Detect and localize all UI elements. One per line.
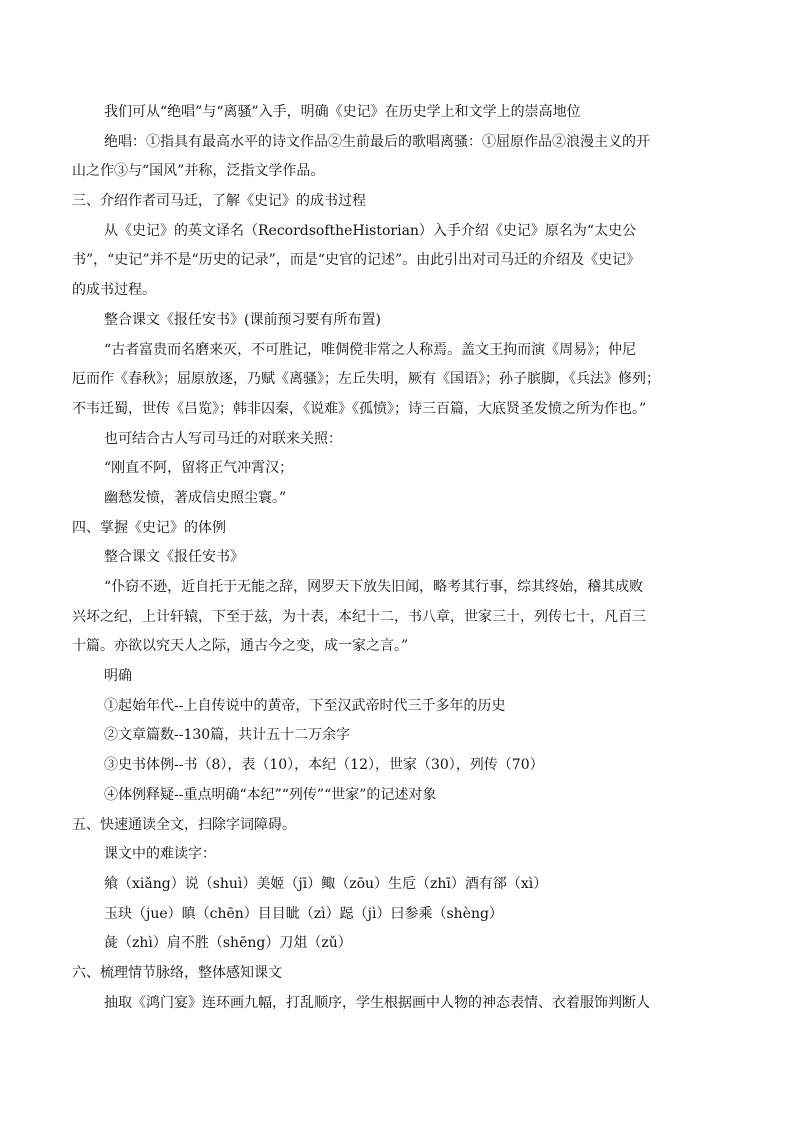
quote-line: 十篇。亦欲以究天人之际，通古今之变，成一家之言。” xyxy=(72,638,409,655)
text-line: 课文中的难读字： xyxy=(104,846,216,863)
list-item: ③史书体例--书（8），表（10），本纪（12），世家（30），列传（70） xyxy=(104,757,544,774)
text-line: 山之作③与“国风”并称，泛指文学作品。 xyxy=(72,163,325,180)
quote-line: 兴坏之纪，上计轩辕，下至于兹，为十表，本纪十二，书八章，世家三十，列传七十，凡百三 xyxy=(72,608,646,625)
list-item: ①起始年代--上自传说中的黄帝，下至汉武帝时代三千多年的历史 xyxy=(104,697,506,714)
pinyin-line: 玉玦（jue）瞋（chēn）目目眦（zì）跽（jì）曰参乘（shèng） xyxy=(104,905,503,922)
list-item: ②文章篇数--130篇，共计五十二万余字 xyxy=(104,727,351,744)
pinyin-line: 彘（zhì）肩不胜（shēng）刀俎（zǔ） xyxy=(104,935,352,952)
text-line: 书”，“史记”并不是“历史的记录”，而是“史官的记述”。由此引出对司马迁的介绍及《史记》 xyxy=(72,252,641,269)
section-heading: 六、梳理情节脉络，整体感知课文 xyxy=(72,964,282,981)
list-item: ④体例释疑--重点明确“本纪”“列传”“世家”的记述对象 xyxy=(104,786,437,803)
text-line: 也可结合古人写司马迁的对联来关照： xyxy=(104,430,342,447)
quote-line: 不韦迁蜀，世传《吕览》；韩非囚秦，《说难》《孤愤》；诗三百篇，大底贤圣发愤之所为作也。” xyxy=(72,400,647,417)
quote-line: 厄而作《春秋》；屈原放逐，乃赋《离骚》；左丘失明，厥有《国语》；孙子膑脚，《兵法》修列； xyxy=(72,371,660,388)
document-page xyxy=(72,98,724,1018)
text-line: 我们可从“绝唱”与“离骚”入手，明确《史记》在历史学上和文学上的崇高地位 xyxy=(104,104,581,120)
quote-line: “古者富贵而名磨来灭，不可胜记，唯倜傥非常之人称焉。盖文王拘而演《周易》；仲尼 xyxy=(104,341,637,358)
text-line: 从《史记》的英文译名（RecordsoftheHistorian）入手介绍《史记》原名为“太史公 xyxy=(104,222,637,239)
text-line: 整合课文《报任安书》(课前预习要有所布置) xyxy=(104,311,381,328)
couplet-line: 幽愁发愤，著成信史照尘寰。” xyxy=(104,489,287,506)
text-line: 绝唱：①指具有最高水平的诗文作品②生前最后的歌唱离骚：①屈原作品②浪漫主义的开 xyxy=(104,133,650,150)
text-line: 抽取《鸿门宴》连环画九幅，打乱顺序，学生根据画中人物的神态表情、衣着服饰判断人 xyxy=(104,994,650,1011)
section-heading: 五、快速通读全文，扫除字词障碍。 xyxy=(72,816,296,833)
text-line: 明确 xyxy=(104,668,132,685)
pinyin-line: 飨（xiǎng）说（shuì）美姬（jī）鲰（zōu）生卮（zhī）酒有郤（xì） xyxy=(104,875,548,892)
text-line: 的成书过程。 xyxy=(72,282,156,299)
quote-line: “仆窃不逊，近自托于无能之辞，网罗天下放失旧闻，略考其行事，综其终始，稽其成败 xyxy=(104,579,644,595)
section-heading: 三、介绍作者司马迁，了解《史记》的成书过程 xyxy=(72,193,366,210)
section-heading: 四、掌握《史记》的体例 xyxy=(72,519,226,536)
text-line: 整合课文《报任安书》 xyxy=(104,549,244,566)
couplet-line: “刚直不阿，留将正气冲霄汉； xyxy=(104,460,294,477)
